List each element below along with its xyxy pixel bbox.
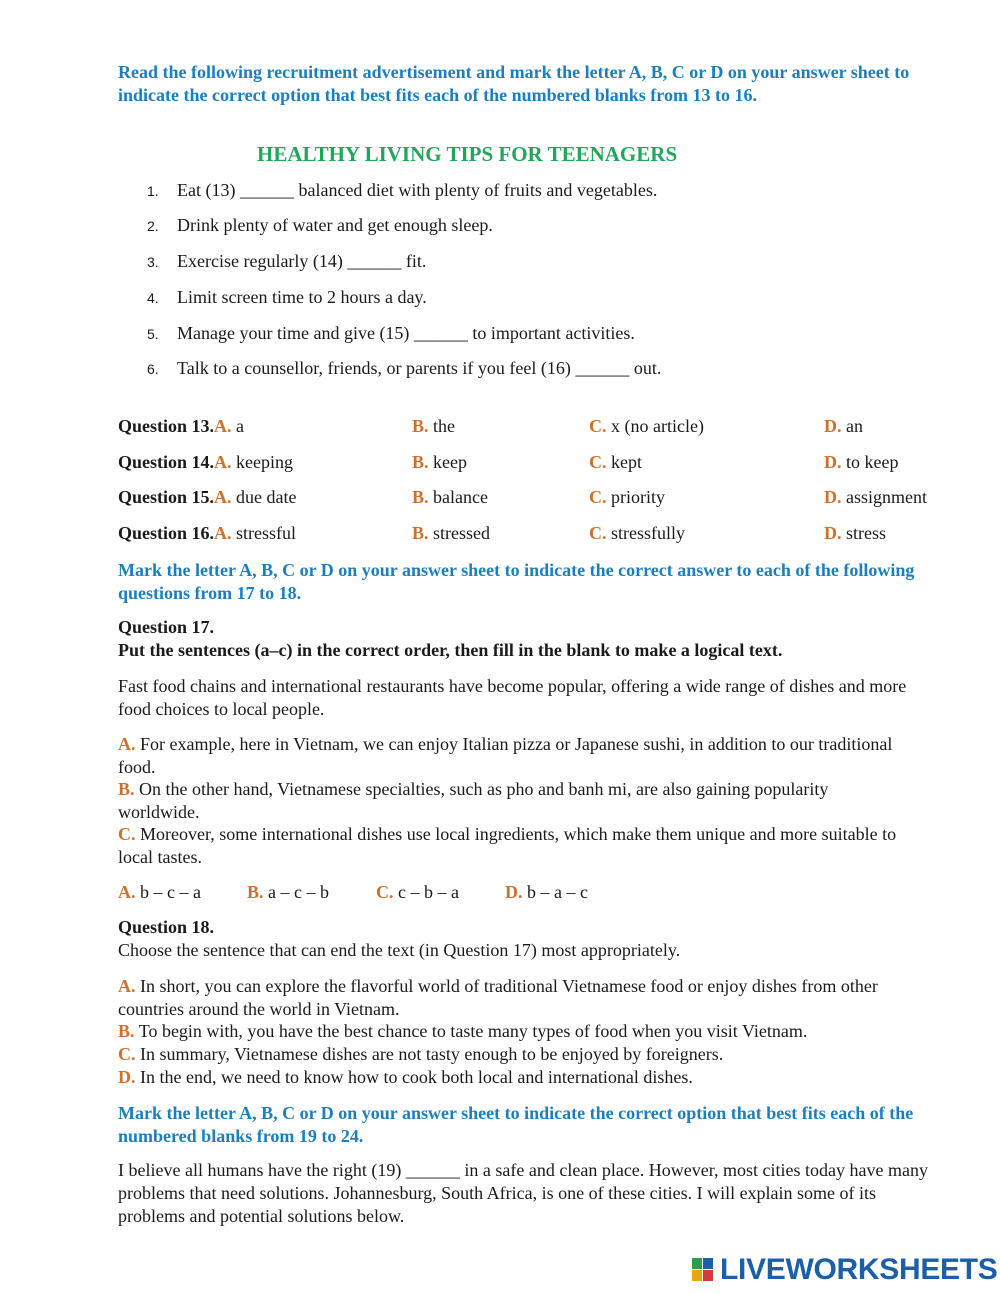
option-text: to keep — [846, 452, 899, 472]
option-a[interactable] — [118, 882, 201, 903]
option-d[interactable] — [824, 416, 863, 437]
option-d[interactable] — [824, 452, 898, 473]
logo-icon — [692, 1258, 714, 1282]
logo-tile-1 — [692, 1258, 702, 1269]
option-letter: A. — [214, 416, 232, 436]
option-c[interactable] — [589, 487, 665, 508]
instruction-13-16: Read the following recruitment advertisement and mark the letter A, B, C or D on your answer sheet to indicate the correct option that best fits each of the numbered blanks from 13 to 16. — [118, 62, 910, 105]
option-text: stress — [846, 523, 886, 543]
option-text[interactable]: keeping — [236, 452, 293, 472]
question-18-prompt: Choose the sentence that can end the text (in Question 17) most appropriately. — [118, 940, 681, 960]
option-letter: D. — [118, 1067, 136, 1087]
list-number: 1. — [147, 183, 159, 199]
option-letter: B. — [412, 452, 429, 472]
option-letter: C. — [589, 452, 607, 472]
question-label: Question 13. — [118, 416, 215, 436]
option-letter: B. — [247, 882, 264, 902]
option-letter: C. — [118, 1044, 136, 1064]
question-15 — [118, 487, 296, 508]
question-14 — [118, 452, 293, 473]
sentence-letter: A. — [118, 734, 136, 754]
sentence-letter: C. — [118, 824, 136, 844]
option-c[interactable] — [376, 882, 459, 903]
sentence-c — [118, 823, 908, 869]
option-text: stressed — [433, 523, 491, 543]
option-text: In the end, we need to know how to cook both local and international dishes. — [140, 1067, 693, 1087]
option-b[interactable] — [247, 882, 329, 903]
question-17-intro: Fast food chains and international restaurants have become popular, offering a wide range of dishes and more food choices to local people. — [118, 676, 907, 719]
option-b[interactable] — [412, 452, 467, 473]
option-d[interactable] — [118, 1066, 938, 1089]
option-text: keep — [433, 452, 467, 472]
option-letter: D. — [824, 452, 842, 472]
option-text: b – c – a — [140, 882, 201, 902]
option-letter: D. — [824, 487, 842, 507]
option-letter: C. — [589, 523, 607, 543]
list-number: 5. — [147, 326, 159, 342]
logo-tile-2 — [703, 1258, 713, 1269]
question-label: Question 14. — [118, 452, 215, 472]
option-letter: A. — [214, 487, 232, 507]
option-letter: D. — [824, 523, 842, 543]
liveworksheets-logo — [690, 1253, 998, 1287]
list-number: 4. — [147, 290, 159, 306]
option-letter: C. — [376, 882, 394, 902]
list-text: Eat (13) ______ balanced diet with plenty of fruits and vegetables. — [177, 180, 658, 200]
option-text: x (no article) — [611, 416, 704, 436]
logo-tile-3 — [692, 1270, 702, 1281]
question-16 — [118, 523, 296, 544]
option-c[interactable] — [589, 452, 642, 473]
option-text[interactable]: due date — [236, 487, 297, 507]
option-text: priority — [611, 487, 665, 507]
option-b[interactable] — [412, 523, 490, 544]
question-17-prompt: Put the sentences (a–c) in the correct order, then fill in the blank to make a logical text. — [118, 640, 783, 660]
option-text: stressfully — [611, 523, 685, 543]
option-letter: B. — [412, 416, 429, 436]
option-d[interactable] — [824, 487, 927, 508]
option-text: kept — [611, 452, 642, 472]
option-text[interactable]: a — [236, 416, 245, 436]
option-letter: C. — [589, 487, 607, 507]
option-letter: D. — [824, 416, 842, 436]
question-label: Question 16. — [118, 523, 215, 543]
list-text: Limit screen time to 2 hours a day. — [177, 287, 427, 307]
option-b[interactable] — [118, 1020, 938, 1043]
sentence-text: Moreover, some international dishes use local ingredients, which make them unique and more suitable to local tastes. — [118, 824, 897, 867]
option-text: assignment — [846, 487, 927, 507]
option-c[interactable] — [589, 523, 685, 544]
option-text: a – c – b — [268, 882, 329, 902]
option-c[interactable] — [118, 1043, 938, 1066]
option-text: an — [846, 416, 863, 436]
sentence-a — [118, 733, 908, 779]
option-letter: D. — [505, 882, 523, 902]
list-number: 2. — [147, 218, 159, 234]
option-text[interactable]: stressful — [236, 523, 297, 543]
option-letter: C. — [589, 416, 607, 436]
sentence-b — [118, 778, 908, 824]
question-17-label: Question 17. — [118, 617, 215, 637]
tips-title: HEALTHY LIVING TIPS FOR TEENAGERS — [257, 142, 678, 166]
sentence-letter: B. — [118, 779, 135, 799]
question-13 — [118, 416, 244, 437]
list-text: Talk to a counsellor, friends, or parents if you feel (16) ______ out. — [177, 358, 662, 378]
option-text: the — [433, 416, 456, 436]
list-number: 6. — [147, 361, 159, 377]
option-letter: B. — [412, 487, 429, 507]
option-text: In short, you can explore the flavorful world of traditional Vietnamese food or enjoy dishes from other countries around the world in Vietnam. — [118, 976, 878, 1019]
question-18-label: Question 18. — [118, 917, 215, 937]
logo-tile-4 — [703, 1270, 713, 1281]
option-c[interactable] — [589, 416, 704, 437]
option-text: c – b – a — [398, 882, 459, 902]
passage-text: I believe all humans have the right (19) ______ in a safe and clean place. However, most cities today have many problems that need solutions. Johannesburg, South Africa, is one of these cities. I will explain some of its problems and potential solutions below. — [118, 1160, 928, 1226]
option-letter: A. — [118, 882, 136, 902]
sentence-text: For example, here in Vietnam, we can enjoy Italian pizza or Japanese sushi, in addition to our traditional food. — [118, 734, 893, 777]
option-letter: A. — [118, 976, 136, 996]
sentence-text: On the other hand, Vietnamese specialties, such as pho and banh mi, are also gaining popularity worldwide. — [118, 779, 829, 822]
instruction-19-24: Mark the letter A, B, C or D on your answer sheet to indicate the correct option that best fits each of the numbered blanks from 19 to 24. — [118, 1103, 914, 1146]
option-letter: A. — [214, 452, 232, 472]
question-label: Question 15. — [118, 487, 215, 507]
option-a[interactable] — [118, 975, 918, 1021]
list-text: Drink plenty of water and get enough sleep. — [177, 215, 493, 235]
list-text: Manage your time and give (15) ______ to important activities. — [177, 323, 635, 343]
option-text: In summary, Vietnamese dishes are not tasty enough to be enjoyed by foreigners. — [140, 1044, 724, 1064]
option-d[interactable] — [505, 882, 588, 903]
option-letter: A. — [214, 523, 232, 543]
option-d[interactable] — [824, 523, 886, 544]
option-letter: B. — [118, 1021, 135, 1041]
list-text: Exercise regularly (14) ______ fit. — [177, 251, 427, 271]
option-letter: B. — [412, 523, 429, 543]
option-b[interactable] — [412, 487, 488, 508]
instruction-17-18: Mark the letter A, B, C or D on your answer sheet to indicate the correct answer to each of the following questions from 17 to 18. — [118, 560, 915, 603]
list-number: 3. — [147, 254, 159, 270]
option-text: balance — [433, 487, 488, 507]
logo-text: LIVEWORKSHEETS — [720, 1253, 998, 1286]
option-text: b – a – c — [527, 882, 588, 902]
option-text: To begin with, you have the best chance to taste many types of food when you visit Vietnam. — [138, 1021, 808, 1041]
option-b[interactable] — [412, 416, 455, 437]
